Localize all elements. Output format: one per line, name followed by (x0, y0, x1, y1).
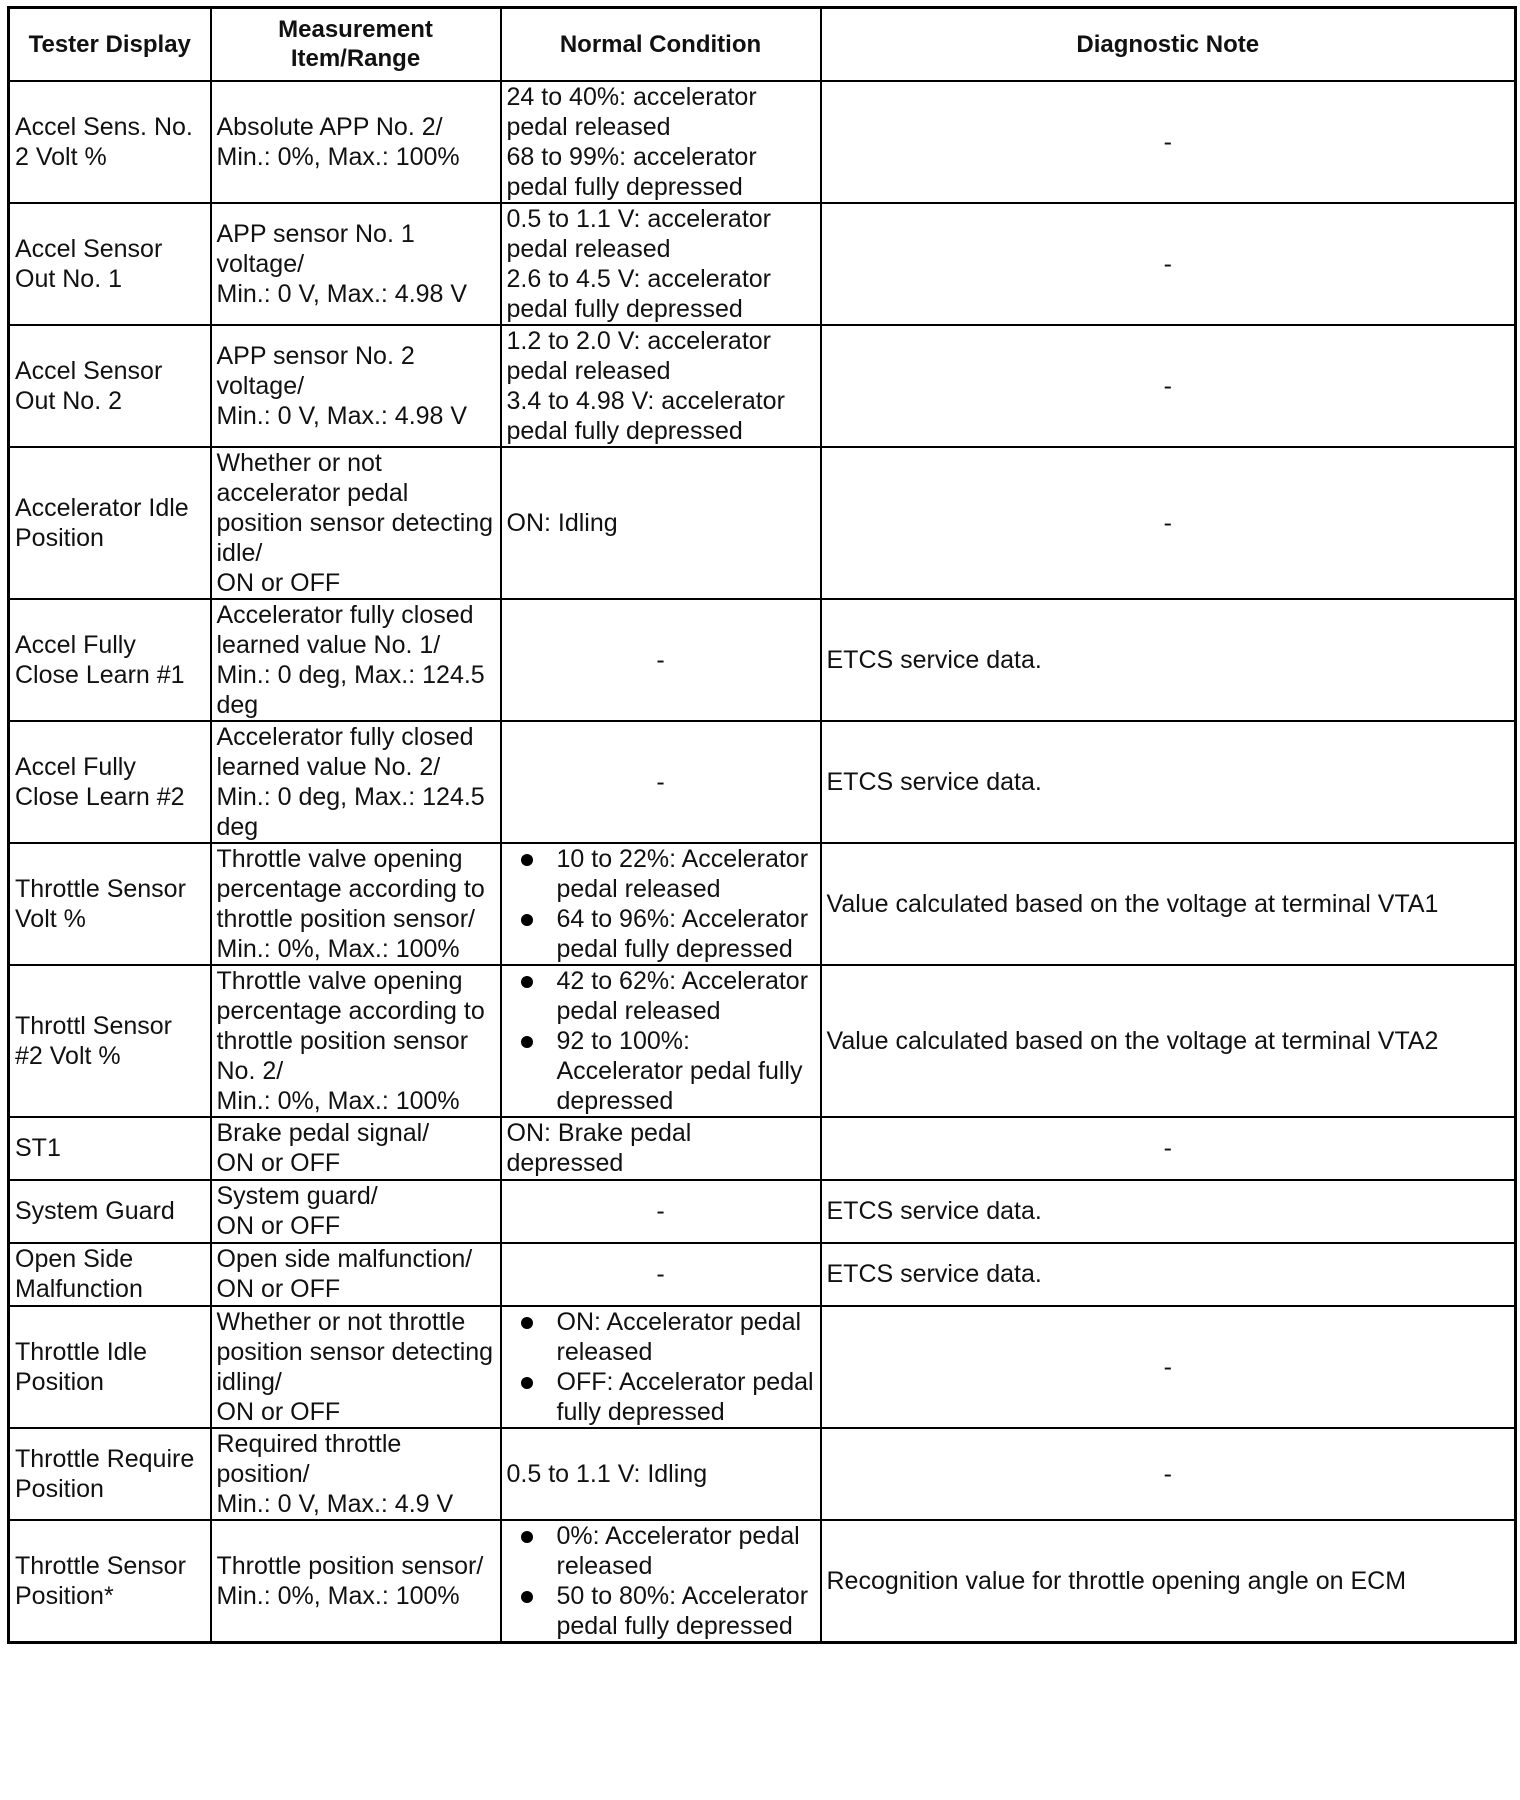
cell-diagnostic-note: - (821, 81, 1516, 203)
list-item (557, 1521, 815, 1581)
cell-normal-condition (501, 1520, 821, 1643)
list-item-text: 92 to 100%: Accelerator pedal fully depressed (556, 1026, 803, 1115)
table-row (9, 1520, 1516, 1643)
cell-normal-condition: - (501, 721, 821, 843)
normal-condition-line: ON: Brake pedal depressed (506, 1119, 692, 1177)
cell-measurement (211, 325, 501, 447)
cell-diagnostic-note: ETCS service data. (821, 1180, 1516, 1243)
normal-condition-list (507, 1307, 815, 1427)
table-row (9, 1428, 1516, 1520)
normal-condition-line: 0.5 to 1.1 V: accelerator pedal released (506, 204, 772, 263)
normal-condition-list (507, 1521, 815, 1641)
table-row (9, 599, 1516, 721)
cell-diagnostic-note: ETCS service data. (821, 721, 1516, 843)
cell-normal-condition: - (501, 599, 821, 721)
cell-measurement (211, 599, 501, 721)
bullet-icon (521, 1377, 533, 1389)
bullet-icon (521, 854, 533, 866)
measurement-line: ON or OFF (216, 1275, 341, 1303)
table-row (9, 447, 1516, 599)
measurement-line: APP sensor No. 2 voltage/ (216, 341, 415, 400)
table-body (9, 81, 1516, 1643)
list-item-text: 0%: Accelerator pedal released (556, 1521, 800, 1580)
table-row (9, 1306, 1516, 1428)
cell-diagnostic-note: ETCS service data. (821, 599, 1516, 721)
cell-tester-display: Accel Sens. No. 2 Volt % (9, 81, 211, 203)
cell-tester-display: Accel Sensor Out No. 1 (9, 203, 211, 325)
measurement-line: ON or OFF (216, 1149, 341, 1177)
measurement-line: Throttle position sensor/ (216, 1551, 484, 1580)
measurement-line: Min.: 0%, Max.: 100% (216, 1581, 460, 1610)
cell-normal-condition: - (501, 1243, 821, 1306)
bullet-icon (521, 1531, 533, 1543)
measurement-line: Min.: 0 V, Max.: 4.98 V (216, 401, 468, 430)
measurement-line: Min.: 0 V, Max.: 4.9 V (216, 1489, 454, 1518)
list-item (557, 904, 815, 964)
normal-condition-line: ON: Idling (506, 508, 618, 537)
cell-tester-display: Throttle Require Position (9, 1428, 211, 1520)
measurement-line: System guard/ (216, 1182, 378, 1210)
cell-normal-condition (501, 965, 821, 1117)
cell-diagnostic-note: Value calculated based on the voltage at terminal VTA2 (821, 965, 1516, 1117)
cell-tester-display: Throttle Sensor Position* (9, 1520, 211, 1643)
normal-condition-line: 1.2 to 2.0 V: accelerator pedal released (506, 326, 772, 385)
cell-diagnostic-note: - (821, 1117, 1516, 1180)
measurement-line: APP sensor No. 1 voltage/ (216, 219, 415, 278)
header-row (9, 8, 1516, 81)
measurement-line: ON or OFF (216, 1397, 341, 1426)
header-measurement: Measurement Item/Range (211, 8, 501, 81)
list-item (557, 1307, 815, 1367)
cell-measurement (211, 1520, 501, 1643)
table-row (9, 1180, 1516, 1243)
cell-normal-condition: - (501, 1180, 821, 1243)
bullet-icon (521, 1036, 533, 1048)
cell-measurement (211, 1428, 501, 1520)
header-normal-condition: Normal Condition (501, 8, 821, 81)
cell-normal-condition (501, 843, 821, 965)
cell-measurement (211, 965, 501, 1117)
normal-condition-line: 68 to 99%: accelerator pedal fully depressed (506, 142, 757, 201)
list-item (557, 1581, 815, 1641)
cell-diagnostic-note: - (821, 1428, 1516, 1520)
measurement-line: Open side malfunction/ (216, 1245, 473, 1273)
cell-diagnostic-note: Recognition value for throttle opening angle on ECM (821, 1520, 1516, 1643)
normal-condition-line: 0.5 to 1.1 V: Idling (506, 1459, 708, 1488)
measurement-line: Whether or not accelerator pedal position sensor detecting idle/ (216, 448, 494, 567)
normal-condition-line: 3.4 to 4.98 V: accelerator pedal fully depressed (506, 386, 785, 445)
bullet-icon (521, 914, 533, 926)
cell-tester-display: Accel Sensor Out No. 2 (9, 325, 211, 447)
list-item-text: 50 to 80%: Accelerator pedal fully depressed (556, 1581, 809, 1640)
header-tester-display: Tester Display (9, 8, 211, 81)
cell-measurement (211, 81, 501, 203)
list-item-text: 42 to 62%: Accelerator pedal released (556, 966, 809, 1025)
cell-tester-display: Throttle Sensor Volt % (9, 843, 211, 965)
cell-diagnostic-note: - (821, 203, 1516, 325)
measurement-line: Accelerator fully closed learned value No. 2/ (216, 722, 474, 781)
list-item (557, 1026, 815, 1116)
list-item-text: 10 to 22%: Accelerator pedal released (556, 844, 809, 903)
cell-measurement (211, 447, 501, 599)
measurement-line: Min.: 0%, Max.: 100% (216, 142, 460, 171)
cell-measurement (211, 1117, 501, 1180)
measurement-line: Min.: 0%, Max.: 100% (216, 1086, 460, 1115)
cell-diagnostic-note: - (821, 447, 1516, 599)
measurement-line: ON or OFF (216, 1212, 341, 1240)
measurement-line: Whether or not throttle position sensor detecting idling/ (216, 1307, 494, 1396)
cell-measurement (211, 1180, 501, 1243)
cell-measurement (211, 843, 501, 965)
cell-measurement (211, 1243, 501, 1306)
cell-diagnostic-note: ETCS service data. (821, 1243, 1516, 1306)
measurement-line: Min.: 0 deg, Max.: 124.5 deg (216, 782, 485, 841)
cell-measurement (211, 721, 501, 843)
table-row (9, 843, 1516, 965)
measurement-line: Required throttle position/ (216, 1429, 402, 1488)
measurement-line: Brake pedal signal/ (216, 1119, 430, 1147)
normal-condition-list (507, 844, 815, 964)
table-row (9, 325, 1516, 447)
measurement-line: Accelerator fully closed learned value No. 1/ (216, 600, 474, 659)
table-row (9, 721, 1516, 843)
list-item-text: 64 to 96%: Accelerator pedal fully depressed (556, 904, 809, 963)
measurement-line: Min.: 0 V, Max.: 4.98 V (216, 279, 468, 308)
cell-diagnostic-note: - (821, 325, 1516, 447)
cell-normal-condition (501, 1428, 821, 1520)
cell-tester-display: Throttle Idle Position (9, 1306, 211, 1428)
cell-normal-condition (501, 447, 821, 599)
normal-condition-line: 24 to 40%: accelerator pedal released (506, 82, 757, 141)
list-item-text: OFF: Accelerator pedal fully depressed (556, 1367, 814, 1426)
table-wrapper (7, 6, 1517, 1644)
measurement-line: Absolute APP No. 2/ (216, 112, 443, 141)
cell-normal-condition (501, 1306, 821, 1428)
cell-diagnostic-note: - (821, 1306, 1516, 1428)
table-row (9, 203, 1516, 325)
cell-normal-condition (501, 203, 821, 325)
list-item (557, 966, 815, 1026)
measurement-line: Min.: 0%, Max.: 100% (216, 934, 460, 963)
bullet-icon (521, 976, 533, 988)
cell-measurement (211, 203, 501, 325)
cell-tester-display: Accelerator Idle Position (9, 447, 211, 599)
cell-tester-display: Accel Fully Close Learn #1 (9, 599, 211, 721)
bullet-icon (521, 1591, 533, 1603)
table-row (9, 965, 1516, 1117)
measurement-line: Throttle valve opening percentage according to throttle position sensor/ (216, 844, 485, 933)
table-row (9, 1117, 1516, 1180)
header-diagnostic-note: Diagnostic Note (821, 8, 1516, 81)
measurement-line: ON or OFF (216, 568, 341, 597)
cell-tester-display: System Guard (9, 1180, 211, 1243)
cell-measurement (211, 1306, 501, 1428)
measurement-line: Min.: 0 deg, Max.: 124.5 deg (216, 660, 485, 719)
list-item-text: ON: Accelerator pedal released (556, 1307, 802, 1366)
cell-normal-condition (501, 325, 821, 447)
cell-tester-display: ST1 (9, 1117, 211, 1180)
list-item (557, 1367, 815, 1427)
cell-tester-display: Open Side Malfunction (9, 1243, 211, 1306)
table-row (9, 1243, 1516, 1306)
diagnostic-data-table (7, 6, 1517, 1644)
cell-diagnostic-note: Value calculated based on the voltage at terminal VTA1 (821, 843, 1516, 965)
cell-tester-display: Accel Fully Close Learn #2 (9, 721, 211, 843)
list-item (557, 844, 815, 904)
table-row (9, 81, 1516, 203)
normal-condition-list (507, 966, 815, 1116)
cell-tester-display: Throttl Sensor #2 Volt % (9, 965, 211, 1117)
cell-normal-condition (501, 1117, 821, 1180)
cell-normal-condition (501, 81, 821, 203)
bullet-icon (521, 1317, 533, 1329)
normal-condition-line: 2.6 to 4.5 V: accelerator pedal fully depressed (506, 264, 772, 323)
measurement-line: Throttle valve opening percentage according to throttle position sensor No. 2/ (216, 966, 485, 1085)
